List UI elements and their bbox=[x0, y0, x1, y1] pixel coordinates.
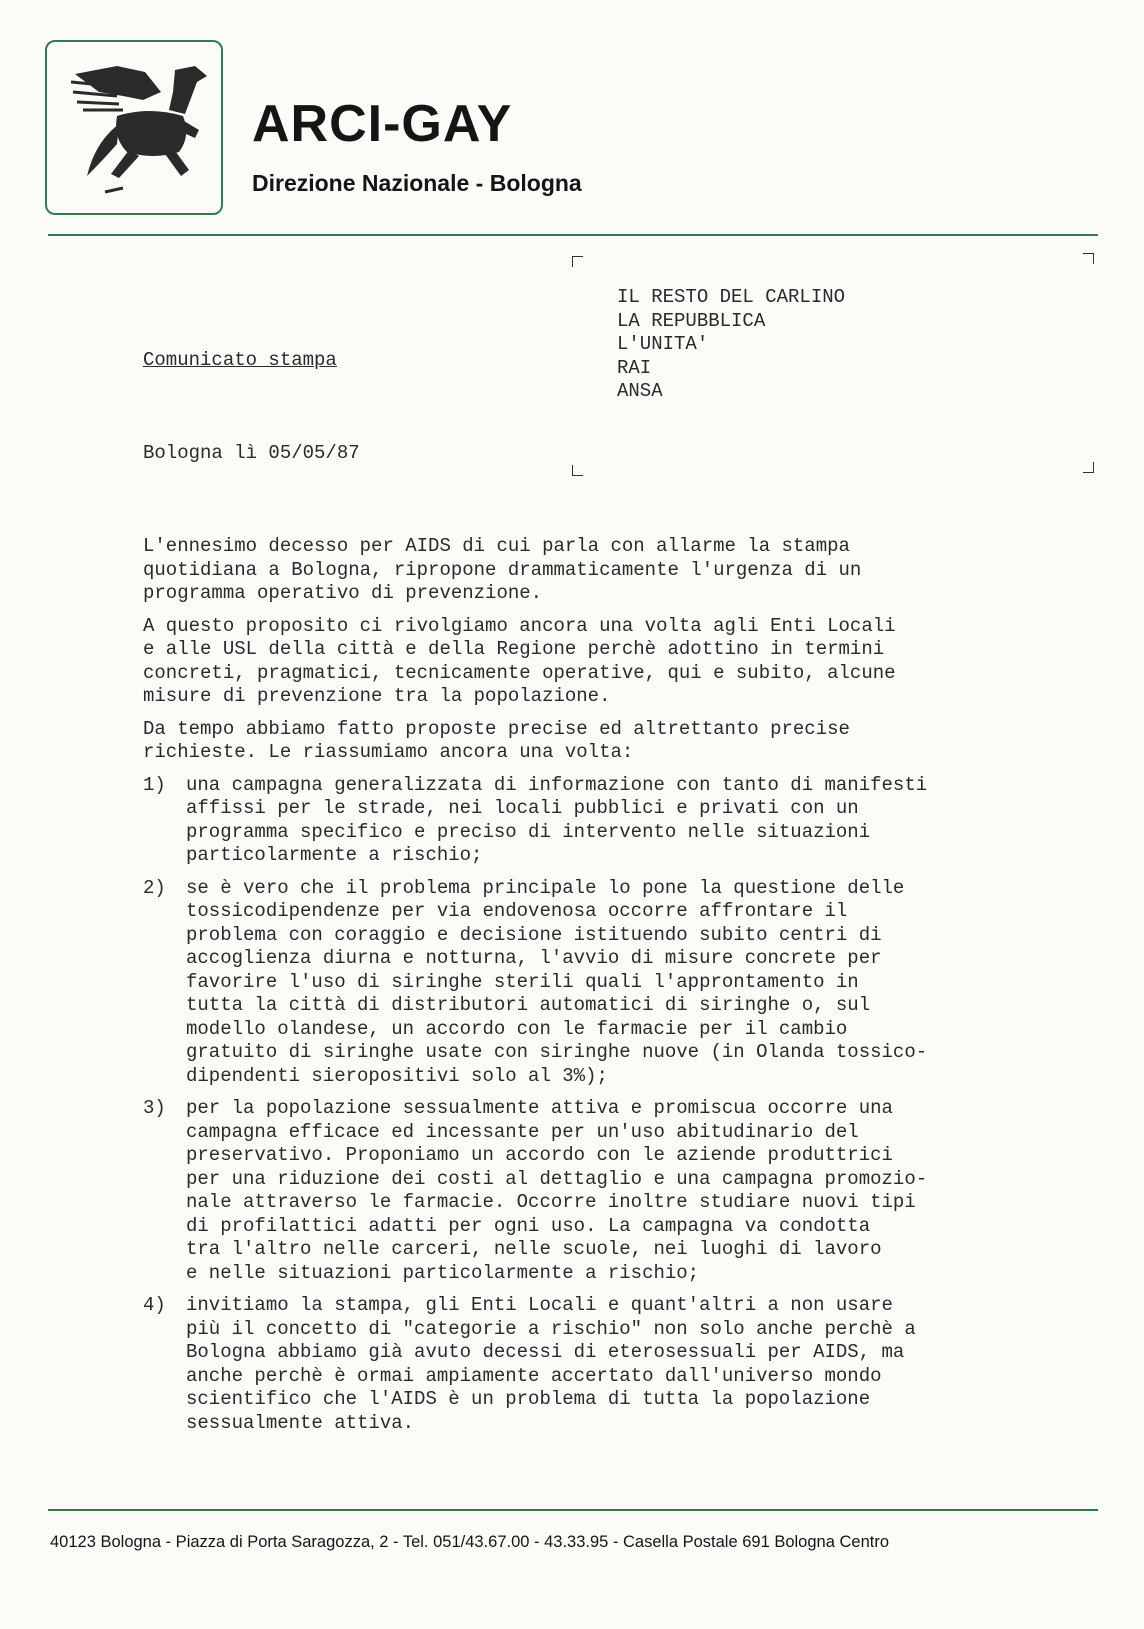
text-line: modello olandese, un accordo con le farmacie per il cambio bbox=[186, 1017, 848, 1040]
address-corner-top-right bbox=[1083, 253, 1094, 264]
footer-address: 40123 Bologna - Piazza di Porta Saragozza, 2 - Tel. 051/43.67.00 - 43.33.95 - Casella Postale 691 Bologna Centro bbox=[50, 1533, 889, 1551]
text-line: e nelle situazioni particolarmente a rischio; bbox=[186, 1261, 700, 1284]
text-line: favorire l'uso di siringhe sterili quali l'approntamento in bbox=[186, 970, 859, 993]
org-subtitle: Direzione Nazionale - Bologna bbox=[252, 170, 582, 196]
text-line: programma operativo di prevenzione. bbox=[143, 582, 543, 604]
list-item-text bbox=[186, 877, 1103, 1089]
paragraph bbox=[143, 718, 1103, 765]
list-item bbox=[143, 1097, 1103, 1285]
text-line: misure di prevenzione tra la popolazione. bbox=[143, 685, 611, 707]
list-item bbox=[143, 774, 1103, 868]
recipient: LA REPUBBLICA bbox=[617, 309, 766, 332]
logo-frame bbox=[45, 40, 223, 215]
recipient: L'UNITA' bbox=[617, 333, 709, 355]
text-line: scientifico che l'AIDS è un problema di tutta la popolazione bbox=[186, 1388, 871, 1410]
text-line: per una riduzione dei costi al dettaglio e una campagna promozio- bbox=[186, 1167, 928, 1190]
recipient: IL RESTO DEL CARLINO bbox=[617, 286, 846, 308]
text-line: Bologna abbiamo già avuto decessi di eterosessuali per AIDS, ma bbox=[186, 1341, 905, 1363]
text-line: se è vero che il problema principale lo pone la questione delle bbox=[186, 876, 905, 899]
text-line: A questo proposito ci rivolgiamo ancora una volta agli Enti Locali bbox=[143, 614, 896, 637]
text-line: e alle USL della città e della Regione perchè adottino in termini bbox=[143, 638, 885, 660]
list-item-number: 2) bbox=[143, 876, 166, 899]
pegasus-logo-icon bbox=[57, 52, 213, 204]
address-corner-bottom-left bbox=[572, 465, 583, 476]
text-line: affissi per le strade, nei locali pubblici e privati con un bbox=[186, 797, 859, 819]
list-item-text bbox=[186, 1294, 1103, 1435]
text-line: gratuito di siringhe usate con siringhe nuove (in Olanda tossico- bbox=[186, 1041, 928, 1063]
paragraph bbox=[143, 535, 1103, 606]
text-line: tra l'altro nelle carceri, nelle scuole, nei luoghi di lavoro bbox=[186, 1238, 882, 1260]
text-line: di profilattici adatti per ogni uso. La campagna va condotta bbox=[186, 1214, 871, 1237]
text-line: più il concetto di "categorie a rischio" non solo anche perchè a bbox=[186, 1317, 916, 1340]
list-item bbox=[143, 1294, 1103, 1435]
address-corner-bottom-right bbox=[1083, 462, 1094, 473]
paragraph bbox=[143, 615, 1103, 709]
text-line: richieste. Le riassumiamo ancora una volta: bbox=[143, 741, 634, 763]
text-line: una campagna generalizzata di informazione con tanto di manifesti bbox=[186, 773, 928, 796]
text-line: dipendenti sieropositivi solo al 3%); bbox=[186, 1064, 608, 1087]
document-date: Bologna lì 05/05/87 bbox=[143, 442, 360, 464]
text-line: problema con coraggio e decisione istituendo subito centri di bbox=[186, 923, 882, 946]
footer-rule bbox=[48, 1509, 1098, 1511]
text-line: concreti, pragmatici, tecnicamente operative, qui e subito, alcune bbox=[143, 661, 896, 684]
recipient: ANSA bbox=[617, 380, 663, 402]
text-line: tutta la città di distributori automatici di siringhe o, sul bbox=[186, 994, 871, 1016]
list-item bbox=[143, 877, 1103, 1089]
list-item-number: 1) bbox=[143, 773, 166, 796]
text-line: per la popolazione sessualmente attiva e promiscua occorre una bbox=[186, 1097, 893, 1119]
text-line: tossicodipendenze per via endovenosa occorre affrontare il bbox=[186, 900, 848, 922]
recipient-list bbox=[617, 286, 845, 404]
text-line: preservativo. Proponiamo un accordo con le aziende produttrici bbox=[186, 1144, 893, 1166]
text-line: particolarmente a rischio; bbox=[186, 844, 483, 866]
list-item-text bbox=[186, 774, 1103, 868]
text-line: nale attraverso le farmacie. Occorre inoltre studiare nuovi tipi bbox=[186, 1191, 916, 1213]
text-line: Da tempo abbiamo fatto proposte precise ed altrettanto precise bbox=[143, 717, 850, 740]
text-line: quotidiana a Bologna, ripropone drammaticamente l'urgenza di un bbox=[143, 558, 862, 581]
text-line: anche perchè è ormai ampiamente accertato dall'universo mondo bbox=[186, 1364, 882, 1387]
text-line: programma specifico e preciso di intervento nelle situazioni bbox=[186, 820, 871, 843]
document-type: Comunicato stampa bbox=[143, 349, 337, 371]
org-name: ARCI-GAY bbox=[252, 95, 513, 153]
list-item-number: 4) bbox=[143, 1294, 166, 1316]
address-corner-top-left bbox=[572, 256, 583, 267]
text-line: invitiamo la stampa, gli Enti Locali e quant'altri a non usare bbox=[186, 1294, 893, 1316]
recipient: RAI bbox=[617, 356, 652, 379]
text-line: sessualmente attiva. bbox=[186, 1411, 415, 1434]
text-line: campagna efficace ed incessante per un'uso abitudinario del bbox=[186, 1120, 859, 1143]
list-item-number: 3) bbox=[143, 1097, 166, 1119]
text-line: L'ennesimo decesso per AIDS di cui parla con allarme la stampa bbox=[143, 535, 850, 557]
text-line: accoglienza diurna e notturna, l'avvio di misure concrete per bbox=[186, 947, 882, 969]
letter-body bbox=[143, 535, 1103, 1444]
header-rule bbox=[48, 234, 1098, 236]
list-item-text bbox=[186, 1097, 1103, 1285]
